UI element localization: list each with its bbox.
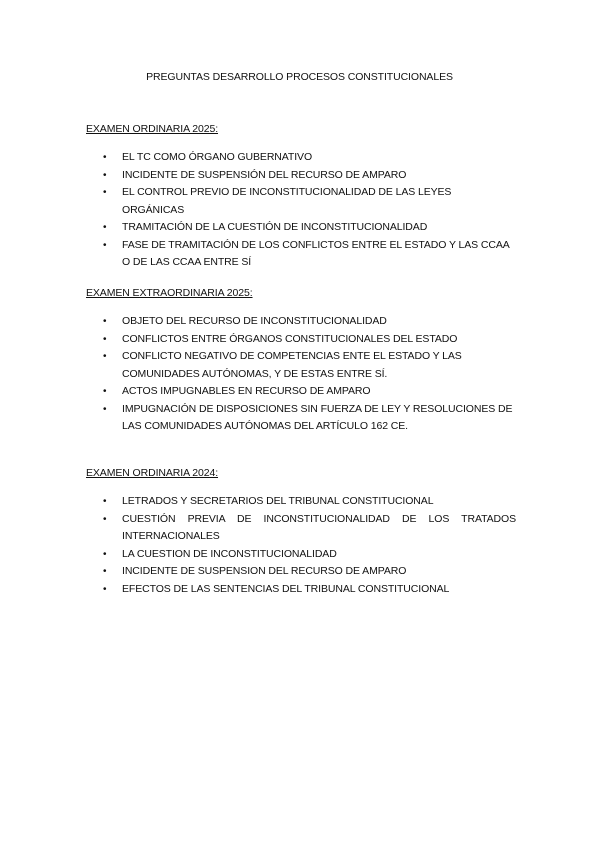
bullet-icon: • — [103, 583, 107, 595]
list-item — [86, 401, 516, 436]
list-item — [86, 149, 516, 167]
bullet-icon: • — [103, 566, 107, 577]
bullet-icon: • — [103, 513, 107, 525]
list-item — [86, 184, 516, 219]
list-item — [86, 563, 516, 581]
bullet-icon: • — [103, 403, 107, 415]
list-item-text: CUESTIÓN PREVIA DE INCONSTITUCIONALIDAD DE LOS TRATADOS INTERNACIONALES — [122, 512, 516, 542]
list-item-text: INCIDENTE DE SUSPENSIÓN DEL RECURSO DE AMPARO — [122, 168, 407, 181]
list-item-text: LA CUESTION DE INCONSTITUCIONALIDAD — [122, 547, 337, 560]
list-item-text: CONFLICTOS ENTRE ÓRGANOS CONSTITUCIONALES DEL ESTADO — [122, 332, 458, 345]
list-item — [86, 581, 516, 599]
list-item — [86, 313, 516, 331]
list-item-text: FASE DE TRAMITACIÓN DE LOS CONFLICTOS ENTRE EL ESTADO Y LAS CCAA O DE LAS CCAA ENTRE SÍ — [122, 238, 510, 268]
bullet-icon: • — [103, 169, 107, 181]
list-item — [86, 383, 516, 401]
section-heading: EXAMEN EXTRAORDINARIA 2025: — [86, 287, 253, 299]
list-item — [86, 493, 516, 511]
bullet-icon: • — [103, 351, 107, 362]
bullet-list — [86, 493, 516, 598]
bullet-list — [86, 149, 516, 272]
list-item — [86, 331, 516, 349]
section-heading: EXAMEN ORDINARIA 2024: — [86, 467, 219, 479]
bullet-icon: • — [103, 239, 107, 251]
section-heading: EXAMEN ORDINARIA 2025: — [86, 123, 219, 135]
section-extraordinaria-2025 — [86, 287, 516, 436]
bullet-list — [86, 313, 516, 436]
list-item — [86, 167, 516, 185]
list-item-text: INCIDENTE DE SUSPENSION DEL RECURSO DE AMPARO — [122, 565, 407, 577]
section-ordinaria-2025 — [86, 123, 516, 272]
section-ordinaria-2024 — [86, 467, 516, 598]
list-item-text: OBJETO DEL RECURSO DE INCONSTITUCIONALIDAD — [122, 315, 387, 327]
list-item-text: EL TC COMO ÓRGANO GUBERNATIVO — [122, 151, 313, 163]
bullet-icon: • — [103, 496, 107, 507]
list-item-text: TRAMITACIÓN DE LA CUESTIÓN DE INCONSTITUCIONALIDAD — [122, 221, 428, 233]
bullet-icon: • — [103, 316, 107, 327]
bullet-icon: • — [103, 386, 107, 397]
list-item-text: IMPUGNACIÓN DE DISPOSICIONES SIN FUERZA DE LEY Y RESOLUCIONES DE LAS COMUNIDADES AUTÓNOMAS DEL ARTÍCULO 162 CE. — [122, 402, 513, 432]
list-item — [86, 219, 516, 237]
bullet-icon: • — [103, 548, 107, 560]
list-item — [86, 546, 516, 564]
bullet-icon: • — [103, 333, 107, 345]
list-item — [86, 511, 516, 546]
list-item — [86, 348, 516, 383]
list-item-text: EFECTOS DE LAS SENTENCIAS DEL TRIBUNAL CONSTITUCIONAL — [122, 582, 450, 595]
list-item — [86, 237, 516, 272]
bullet-icon: • — [103, 222, 107, 233]
document-title: PREGUNTAS DESARROLLO PROCESOS CONSTITUCIONALES — [146, 71, 453, 83]
bullet-icon: • — [103, 152, 107, 163]
bullet-icon: • — [103, 187, 107, 198]
list-item-text: LETRADOS Y SECRETARIOS DEL TRIBUNAL CONSTITUCIONAL — [122, 495, 434, 507]
list-item-text: ACTOS IMPUGNABLES EN RECURSO DE AMPARO — [122, 385, 371, 397]
list-item-text: EL CONTROL PREVIO DE INCONSTITUCIONALIDAD DE LAS LEYES ORGÁNICAS — [122, 186, 452, 216]
list-item-text: CONFLICTO NEGATIVO DE COMPETENCIAS ENTE EL ESTADO Y LAS COMUNIDADES AUTÓNOMAS, Y DE ESTAS ENTRE SÍ. — [122, 350, 462, 380]
